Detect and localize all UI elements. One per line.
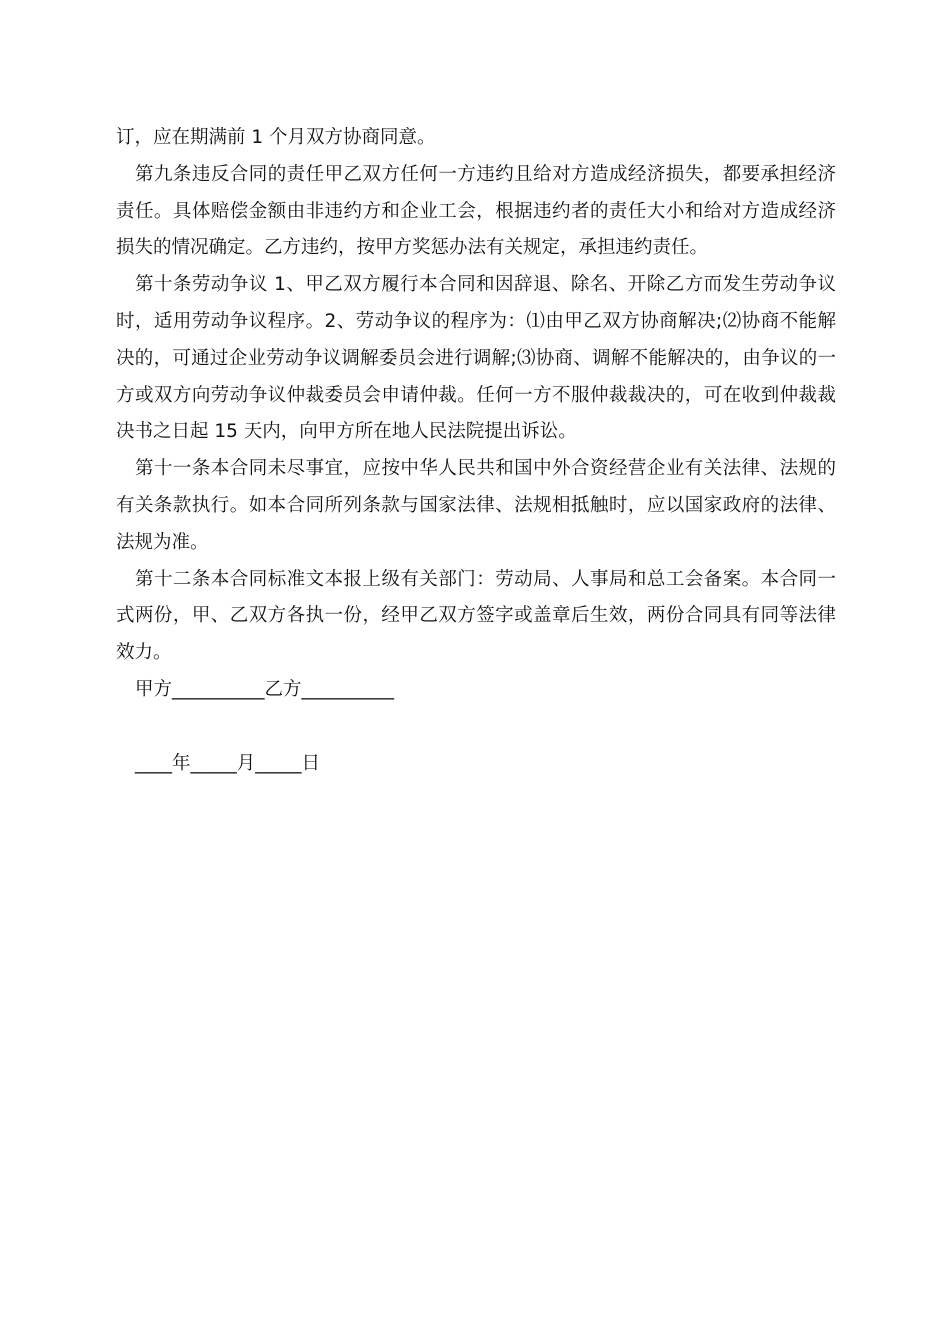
document-body	[116, 120, 836, 782]
paragraph-article-11: 第十一条本合同未尽事宜，应按中华人民共和国中外合资经营企业有关法律、法规的有关条款执行。如本合同所列条款与国家法律、法规相抵触时，应以国家政府的法律、法规为准。	[116, 458, 836, 553]
signature-line: 甲方__________乙方__________	[135, 678, 395, 700]
paragraph-continuation: 订，应在期满前 1 个月双方协商同意。	[116, 127, 436, 148]
paragraph-article-10: 第十条劳动争议 1、甲乙双方履行本合同和因辞退、除名、开除乙方而发生劳动争议时，适用劳动争议程序。2、劳动争议的程序为：⑴由甲乙双方协商解决;⑵协商不能解决的，可通过企业劳动争议调解委员会进行调解;⑶协商、调解不能解决的，由争议的一方或双方向劳动争议仲裁委员会申请仲裁。任何一方不服仲裁裁决的，可在收到仲裁裁决书之日起 15 天内，向甲方所在地人民法院提出诉讼。	[116, 274, 836, 443]
date-line: ____年_____月_____日	[135, 752, 321, 774]
paragraph-article-9: 第九条违反合同的责任甲乙双方任何一方违约且给对方造成经济损失，都要承担经济责任。具体赔偿金额由非违约方和企业工会，根据违约者的责任大小和给对方造成经济损失的情况确定。乙方违约，按甲方奖惩办法有关规定，承担违约责任。	[116, 163, 836, 259]
paragraph-article-12: 第十二条本合同标准文本报上级有关部门：劳动局、人事局和总工会备案。本合同一式两份，甲、乙双方各执一份，经甲乙双方签字或盖章后生效，两份合同具有同等法律效力。	[116, 568, 836, 664]
